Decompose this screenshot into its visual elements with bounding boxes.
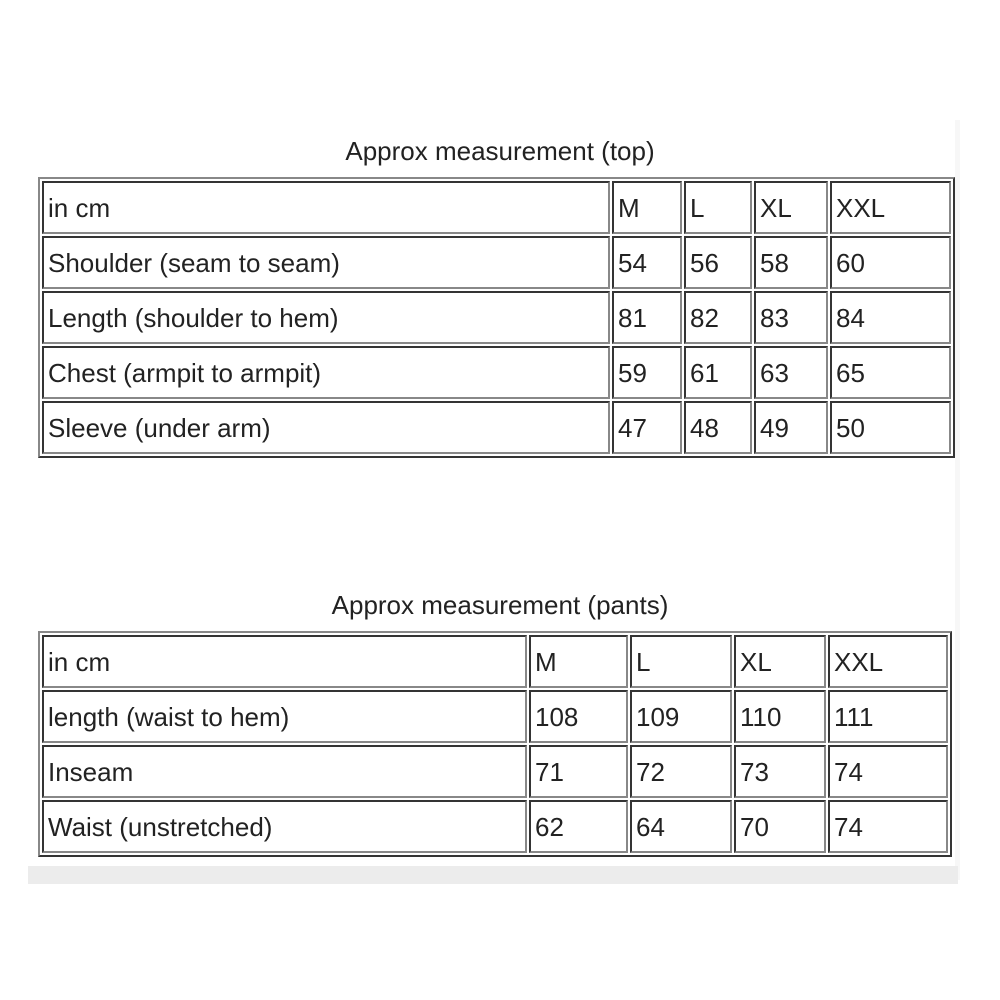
table-row [42,346,951,399]
value-cell: 71 [529,745,628,798]
value-cell: 74 [828,745,948,798]
value-cell: 47 [612,401,682,454]
value-cell: 82 [684,291,752,344]
value-cell: 72 [630,745,732,798]
value-cell: 64 [630,800,732,853]
value-cell: M [612,181,682,234]
table-row [42,800,948,853]
value-cell: 108 [529,690,628,743]
value-cell: XXL [828,635,948,688]
value-cell: L [630,635,732,688]
value-cell: 81 [612,291,682,344]
value-cell: 59 [612,346,682,399]
value-cell: 74 [828,800,948,853]
value-cell: 48 [684,401,752,454]
value-cell: L [684,181,752,234]
top-table-title: Approx measurement (top) [345,136,655,166]
page-edge [955,120,960,880]
value-cell: 56 [684,236,752,289]
value-cell: 111 [828,690,948,743]
value-cell: M [529,635,628,688]
header-row [42,635,948,688]
value-cell: 65 [830,346,951,399]
value-cell: 49 [754,401,828,454]
value-cell: 58 [754,236,828,289]
value-cell: 62 [529,800,628,853]
table-row [42,401,951,454]
table-row [42,236,951,289]
horizontal-scrollbar[interactable] [28,866,958,884]
value-cell: 73 [734,745,826,798]
top-measurement-table [38,177,955,458]
pants-table-title: Approx measurement (pants) [331,590,669,620]
value-cell: 54 [612,236,682,289]
value-cell: 83 [754,291,828,344]
pants-measurement-table [38,631,952,857]
header-row [42,181,951,234]
row-label-cell: Waist (unstretched) [42,800,527,853]
value-cell: 70 [734,800,826,853]
row-label-cell: in cm [42,181,610,234]
row-label-cell: length (waist to hem) [42,690,527,743]
table-row [42,690,948,743]
row-label-cell: Length (shoulder to hem) [42,291,610,344]
row-label-cell: Inseam [42,745,527,798]
row-label-cell: Chest (armpit to armpit) [42,346,610,399]
value-cell: XL [754,181,828,234]
value-cell: 110 [734,690,826,743]
value-cell: 84 [830,291,951,344]
row-label-cell: Sleeve (under arm) [42,401,610,454]
row-label-cell: in cm [42,635,527,688]
value-cell: 60 [830,236,951,289]
table-row [42,745,948,798]
value-cell: 63 [754,346,828,399]
value-cell: XL [734,635,826,688]
value-cell: 61 [684,346,752,399]
value-cell: 109 [630,690,732,743]
row-label-cell: Shoulder (seam to seam) [42,236,610,289]
value-cell: XXL [830,181,951,234]
table-row [42,291,951,344]
value-cell: 50 [830,401,951,454]
